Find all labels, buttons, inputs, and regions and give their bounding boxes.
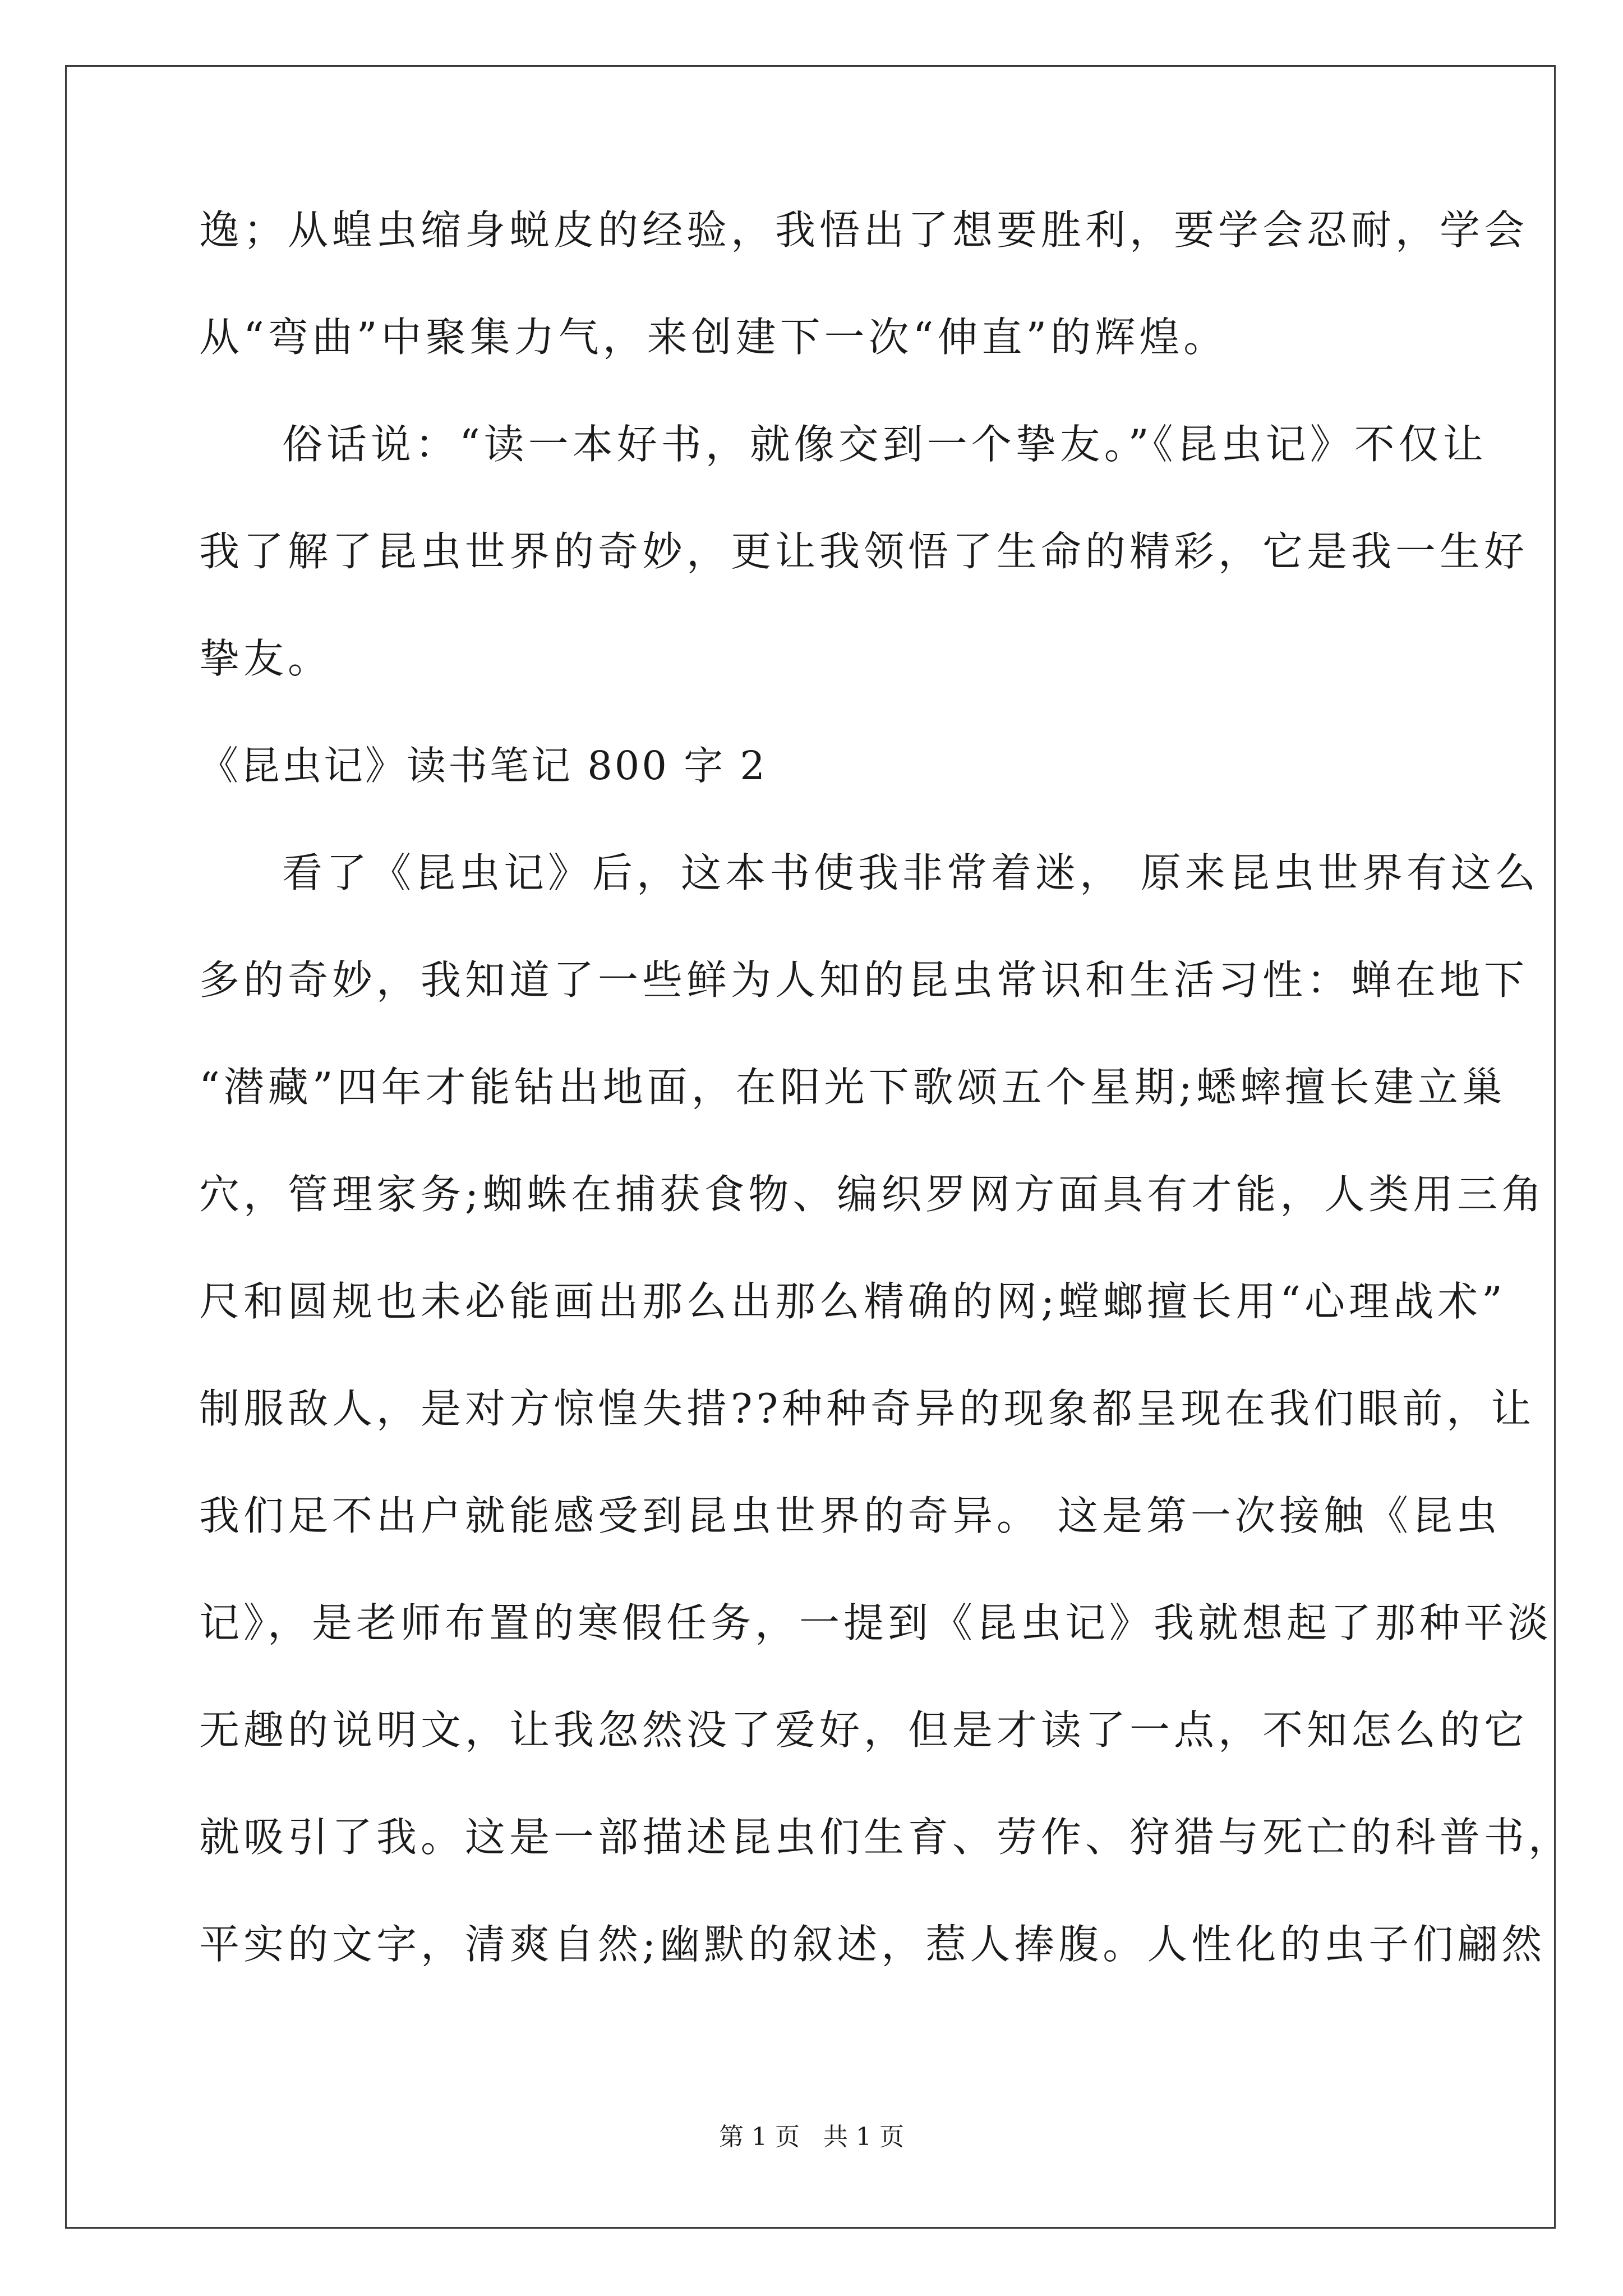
text-line: 俗话说：“读一本好书，就像交到一个挚友。”《昆虫记》不仅让 xyxy=(282,421,1487,468)
text-line: 尺和圆规也未必能画出那么出那么精确的网;螳螂擅长用“心理战术” xyxy=(199,1278,1506,1325)
text-line: “潜藏”四年才能钻出地面，在阳光下歌颂五个星期;蟋蟀擅长建立巢 xyxy=(199,1064,1506,1111)
text-line: 记》，是老师布置的寒假任务，一提到《昆虫记》我就想起了那种平淡 xyxy=(199,1599,1553,1646)
section-heading: 《昆虫记》读书笔记 800 字 2 xyxy=(199,743,767,789)
page-border xyxy=(65,65,1556,2229)
page-number-footer: 第 1 页 共 1 页 xyxy=(719,2123,904,2151)
text-line: 平实的文字，清爽自然;幽默的叙述，惹人捧腹。人性化的虫子们翩然 xyxy=(199,1921,1546,1968)
text-line: 我们足不出户就能感受到昆虫世界的奇异。 这是第一次接触《昆虫 xyxy=(199,1492,1501,1539)
text-line: 制服敌人，是对方惊惶失措??种种奇异的现象都呈现在我们眼前，让 xyxy=(199,1385,1536,1432)
text-line: 我了解了昆虫世界的奇妙，更让我领悟了生命的精彩，它是我一生好 xyxy=(199,528,1529,575)
text-line: 无趣的说明文，让我忽然没了爱好，但是才读了一点，不知怎么的它 xyxy=(199,1706,1529,1754)
text-line: 穴，管理家务;蜘蛛在捕获食物、编织罗网方面具有才能，人类用三角 xyxy=(199,1171,1546,1218)
text-line: 从“弯曲”中聚集力气，来创建下一次“伸直”的辉煌。 xyxy=(199,314,1228,361)
text-line: 就吸引了我。这是一部描述昆虫们生育、劳作、狩猎与死亡的科普书， xyxy=(199,1814,1573,1861)
text-line: 看了《昆虫记》后，这本书使我非常着迷， 原来昆虫世界有这么 xyxy=(282,849,1539,896)
text-line: 挚友。 xyxy=(199,635,333,682)
text-line: 多的奇妙，我知道了一些鲜为人知的昆虫常识和生活习性：蝉在地下 xyxy=(199,956,1529,1004)
text-line: 逸；从蝗虫缩身蜕皮的经验，我悟出了想要胜利，要学会忍耐，学会 xyxy=(199,206,1529,254)
